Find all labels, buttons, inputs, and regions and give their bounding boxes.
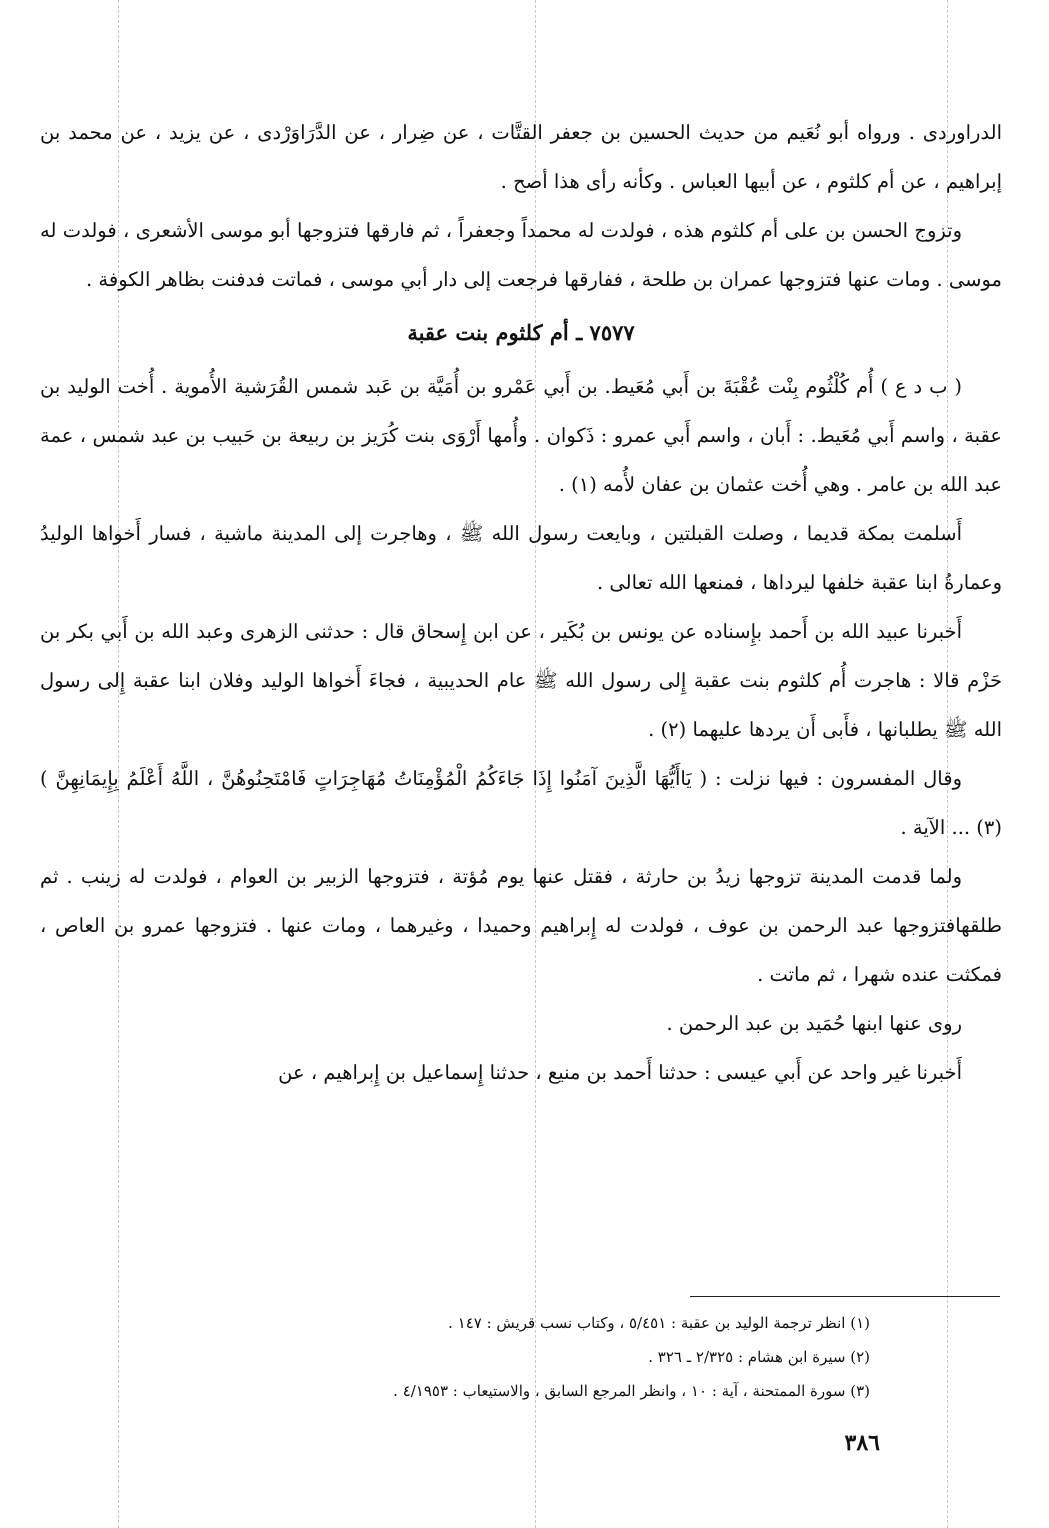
paragraph: وتزوج الحسن بن على أم كلثوم هذه ، فولدت له محمداً وجعفراً ، ثم فارقها فتزوجها أبو موسى الأشعرى ، فولدت له موسى . ومات عنها فتزوجها عمران بن طلحة ، ففارقها فرجعت إلى دار أبي موسى ، فماتت فدفنت بظاهر الكوفة .: [40, 219, 1002, 291]
main-text: [40, 108, 1002, 1097]
page-number: ٣٨٦: [844, 1430, 880, 1456]
footnote-divider: [690, 1296, 1000, 1297]
paragraph: وقال المفسرون : فيها نزلت : ( يَاأَيُّهَا الَّذِينَ آمَنُوا إِذَا جَاءَكُمُ الْمُؤْمِنَاتُ مُهَاجِرَاتٍ فَامْتَحِنُوهُنَّ ، اللَّهُ أَعْلَمُ بِإِيمَانِهِنَّ ) (٣) ... الآية .: [40, 767, 1002, 839]
paragraph: أَسلمت بمكة قديما ، وصلت القبلتين ، وبايعت رسول الله ﷺ ، وهاجرت إلى المدينة ماشية ، فسار أَخواها الوليدُ وعمارةُ ابنا عقبة خلفها ليرداها ، فمنعها الله تعالى .: [40, 522, 1002, 594]
footnote: (٣) سورة الممتحنة ، آية : ١٠ ، وانظر المرجع السابق ، والاستيعاب : ٤/١٩٥٣ .: [393, 1382, 870, 1400]
entry-heading: ٧٥٧٧ ـ أم كلثوم بنت عقبة: [407, 320, 635, 345]
footnote: (١) انظر ترجمة الوليد بن عقبة : ٥/٤٥١ ، وكتاب نسب قريش : ١٤٧ .: [448, 1314, 870, 1332]
paragraph: أَخبرنا عبيد الله بن أَحمد بإِسناده عن يونس بن بُكَير ، عن ابن إِسحاق قال : حدثنى الزهرى وعبد الله بن أَبي بكر بن حَزْم قالا : هاجرت أُم كلثوم بنت عقبة إِلى رسول الله ﷺ عام الحديبية ، فجاءَ أَخواها الوليد وفلان ابنا عقبة إِلى رسول الله ﷺ يطلبانها ، فأَبى أَن يردها عليهما (٢) .: [40, 620, 1002, 741]
paragraph: ولما قدمت المدينة تزوجها زيدُ بن حارثة ، فقتل عنها يوم مُؤتة ، فتزوجها الزبير بن العوام ، فولدت له زينب . ثم طلقهافتزوجها عبد الرحمن بن عوف ، فولدت له إِبراهيم وحميدا ، وغيرهما ، ومات عنها . فتزوجها عمرو بن العاص ، فمكثت عنده شهرا ، ثم ماتت .: [40, 865, 1002, 986]
paragraph: الدراوردى . ورواه أبو نُعَيم من حديث الحسين بن جعفر القتَّات ، عن ضِرار ، عن الدَّرَاوَرْدى ، عن يزيد ، عن محمد بن إبراهيم ، عن أم كلثوم ، عن أبيها العباس . وكأنه رأى هذا أصح .: [40, 121, 1002, 193]
paragraph: أَخبرنا غير واحد عن أَبي عيسى : حدثنا أَحمد بن منيع ، حدثنا إِسماعيل بن إِبراهيم ، عن: [278, 1061, 962, 1084]
paragraph: ( ب د ع ) أُم كُلْثُوم بِنْت عُقْبَةَ بن أَبي مُعَيط. بن أَبي عَمْرو بن أُمَيَّة بن عَبد شمس القُرَشية الأُموية . أُخت الوليد بن عقبة ، واسم أَبي مُعَيط. : أَبان ، واسم أَبي عمرو : ذَكوان . وأُمها أَرْوَى بنت كُرَيز بن ربيعة بن حَبيب بن عبد شمس ، عمة عبد الله بن عامر . وهي أُخت عثمان بن عفان لأُمه (١) .: [40, 375, 1002, 496]
footnote: (٢) سيرة ابن هشام : ٢/٣٢٥ ـ ٣٢٦ .: [648, 1348, 870, 1366]
paragraph: روى عنها ابنها حُمَيد بن عبد الرحمن .: [666, 1012, 962, 1035]
footnotes: [40, 1306, 870, 1408]
